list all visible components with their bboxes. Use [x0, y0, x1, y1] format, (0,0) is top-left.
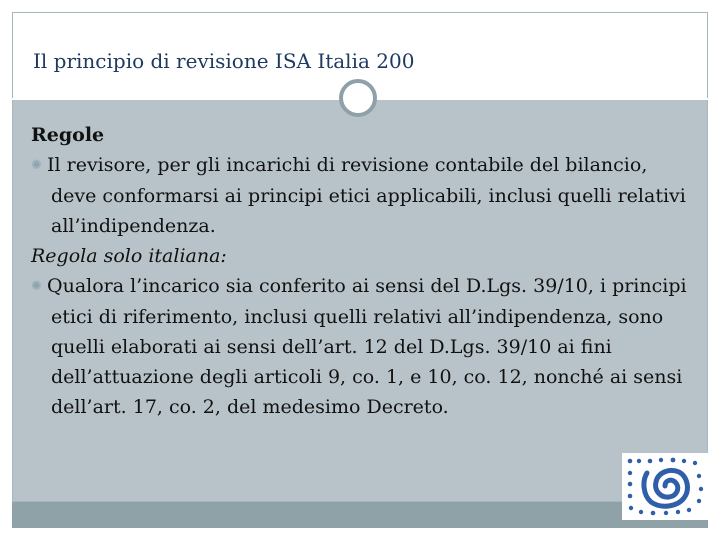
- swirl-bullet-icon: ✺: [31, 279, 42, 294]
- swirl-bullet-icon: ✺: [31, 158, 42, 173]
- rule-text: Il revisore, per gli incarichi di revisione contabile del bilancio, deve conformarsi ai principi etici applicabili, inclusi quelli relativi all’indipendenza.: [47, 154, 686, 237]
- rules-heading: Regole: [31, 124, 105, 146]
- slide-title: Il principio di revisione ISA Italia 200: [33, 49, 415, 73]
- rule-paragraph: [31, 150, 691, 241]
- ring-center: [350, 90, 366, 106]
- ring-icon: [339, 79, 377, 117]
- footer-bar: [12, 502, 708, 528]
- italian-rule-text: Qualora l’incarico sia conferito ai sensi del D.Lgs. 39/10, i principi etici di riferimento, inclusi quelli relativi all’indipendenza, sono quelli elaborati ai sensi dell’art. 12 del D.Lgs. 39/10 ai fini dell’attuazione degli articoli 9, co. 1, e 10, co. 12, nonché ai sensi dell’art. 17, co. 2, del medesimo Decreto.: [47, 275, 687, 418]
- body-text: [31, 120, 691, 422]
- italian-rule-paragraph: [31, 271, 691, 422]
- spiral-logo-icon: [622, 453, 708, 520]
- italian-rule-heading: Regola solo italiana:: [31, 245, 227, 267]
- spiral-logo-svg: [622, 453, 708, 520]
